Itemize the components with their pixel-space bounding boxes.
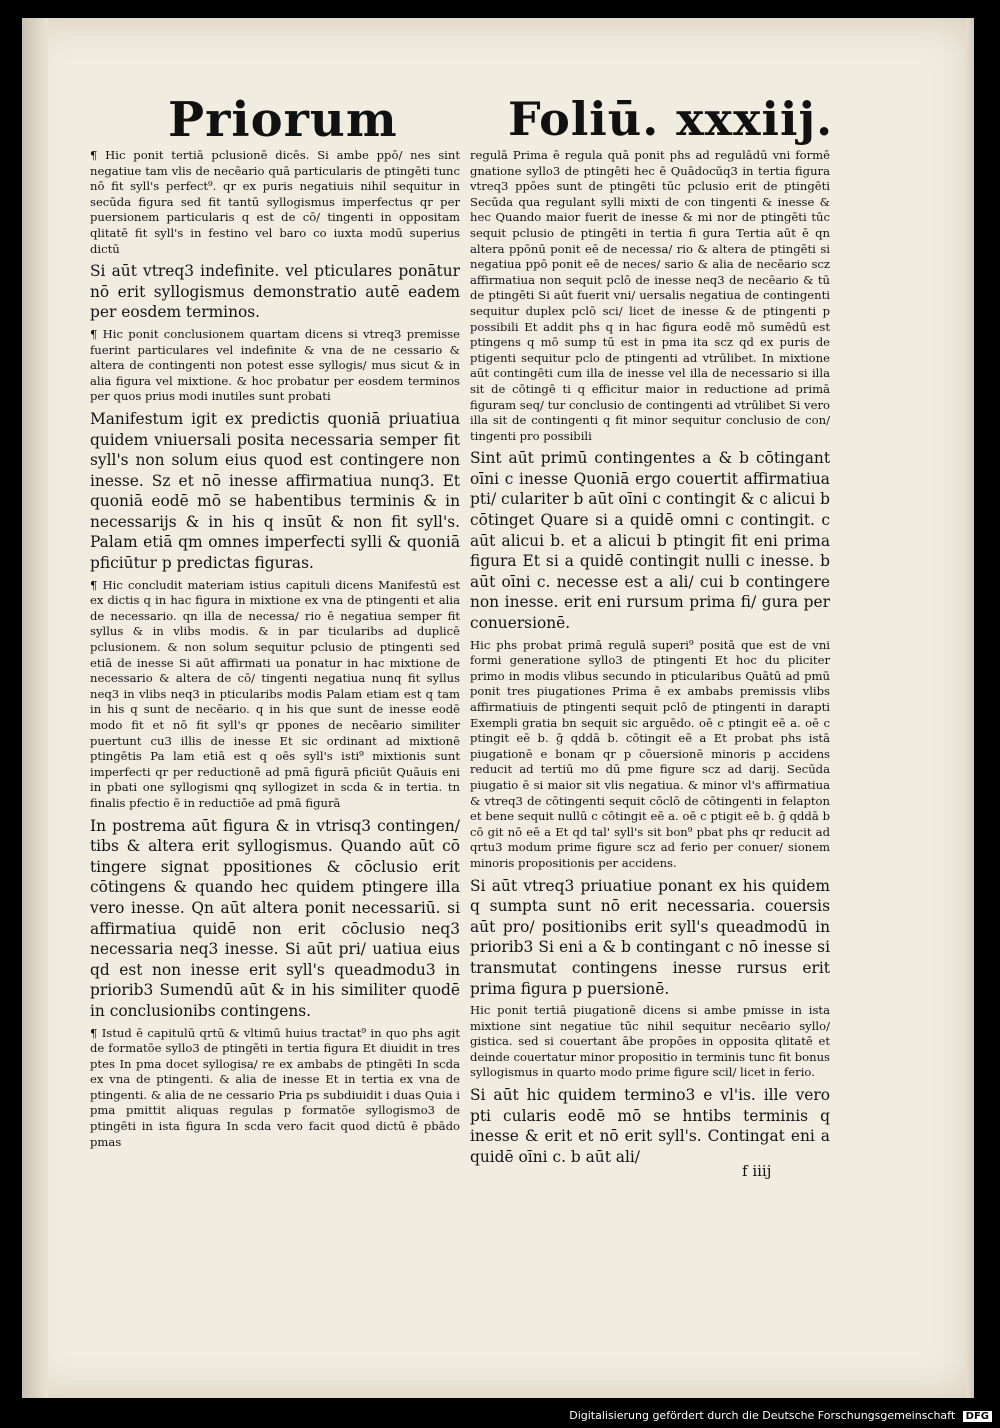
left-text-column	[90, 148, 460, 1154]
dfg-logo: DFG	[963, 1411, 992, 1422]
main-text-paragraph: Si aūt hic quidem termino3 e vl'is. ille vero pti cularis eodē mō se hntibs terminis q inesse & erit et nō erit syll's. Contingat eni a quidē oīni c. b aūt ali/	[470, 1086, 830, 1166]
commentary-paragraph: regulā Prima ē regula quā ponit phs ad regulādū vni formē gnatione syllo3 de ptingēti hec ē Quādocūq3 in tertia figura vtreq3 ppōes sunt de ptingēti tūc pclusio erit de ptingēti Secūda qua regulant sylli mixti de con tingenti & inesse & hec Quando maior fuerit de inesse & mi nor de ptingēti tūc sequit pclusio de ptingēti in tertia fi gura Tertia aūt ē qn altera ppōnū ponit eē de necessa/ rio & altera de ptingēti si negatiua ppō ponit eē de neces/ sario & alia de necēario scz affirmatiua non sequit pclō de inesse neq3 de necēario & tū de ptingēti Si aūt fuerit vni/ uersalis negatiua de contingenti sequitur duplex pclō sci/ licet de inesse & de ptingenti p possibili Et addit phs q in hac figura eodē mō sumēdū est ptingens q mō sump tū est in pma ita scz qd ex puris de ptigenti sequitur pclo de ptingenti ad vtrūlibet. In mixtione aūt contingēti cum illa de inesse vel illa de necessario si illa sit de cōtingē ti q efficitur maior in reductione ad primā figuram seq/ tur conclusio de contingenti ad vtrūlibet Si vero illa sit de contingenti q fit minor sequitur conclusio de con/ tingenti pro possibili	[470, 148, 830, 443]
footer-text: Digitalisierung gefördert durch die Deutsche Forschungsgemeinschaft	[569, 1409, 956, 1422]
running-head-right: Foliū. xxxiij.	[508, 92, 834, 146]
commentary-paragraph: ¶ Hic ponit tertiā pclusionē dicēs. Si ambe ppō/ nes sint negatiue tam vlis de necēario quā particularis de ptingēti tunc nō fit syll's perfect⁹. qr ex puris negatiuis nihil sequitur in secūda figura sed fit tantū syllogismus imperfectus qr per puersionem particularis q est de cō/ tingenti in oppositam qlitatē fit syll's in festino vel baro co iuxta modū superius dictū	[90, 148, 460, 256]
main-text-paragraph: Sint aūt primū contingentes a & b cōtingant oīni c inesse Quoniā ergo couertit affirmatiua pti/ culariter b aūt oīni c contingit & c alicui b cōtinget Quare si a quidē omni c contingit. c aūt alicui b. et a alicui b ptingit fit eni prima figura Et si a quidē contingit nulli c inesse. b aūt oīni c. necesse est a ali/ cui b contingere non inesse. erit eni rursum prima fi/ gura per conuersionē.	[470, 449, 830, 633]
commentary-paragraph: ¶ Hic concludit materiam istius capituli dicens Manifestū est ex dictis q in hac figura in mixtione ex vna de ptingenti et alia de necessario. qn illa de necessa/ rio ē negatiua semper fit syllus & in vlibs modis. & in par ticularibs ad duplicē pclusionem. & non solum sequitur pclusio de ptingenti sed etiā de inesse Si aūt affirmati ua ponatur in hac mixtione de necessario & altera de cō/ tingenti negatiua nunq fit syllus neq3 in vlibs neq3 in pticularibs modis Palam etiam est q tam in his q sunt de necēario. q in his que sunt de inesse eodē modo fit et nō fit syll's qr ppones de necēario similiter puertunt cu3 illis de inesse Et sic ordinant ad mixtionē ptingētis Pa lam etiā est q oēs syll's isti⁹ mixtionis sunt imperfecti qr per reductionē ad pmā figurā pficiūt Quāuis eni in pbati one syllogismi qnq syllogizet in scda & in tertia. tn finalis pfectio ē in reductiōe ad pmā figurā	[90, 577, 460, 810]
main-text-paragraph: Si aūt vtreq3 priuatiue ponant ex his quidem q sumpta sunt nō erit necessaria. couersis aūt pro/ positionibs erit syll's queadmodū in priorib3 Si eni a & b contingant c nō inesse si transmutat contingens inesse rursus erit prima figura p puersionē.	[470, 876, 830, 998]
commentary-paragraph: Hic ponit tertiā piugationē dicens si ambe pmisse in ista mixtione sint negatiue tūc nihil sequitur necēario syllo/ gistica. sed si couertant ābe propōes in opposita qlitatē et deinde couertatur minor propositio in terminis tunc fit bonus syllogismus in quarto modo prime figure scil/ licet in ferio.	[470, 1003, 830, 1080]
digitization-footer	[569, 1409, 992, 1422]
main-text-paragraph: Manifestum igit ex predictis quoniā priuatiua quidem vniuersali posita necessaria semper fit syll's non solum eius quod est contingere non inesse. Sz et nō inesse affirmatiua nunq3. Et quoniā eodē mō se habentibus terminis & in necessarijs & in his q insūt & non fit syll's. Palam etiā qm omnes imperfecti sylli & quoniā pficiūtur p predictas figuras.	[90, 409, 460, 573]
page-edge	[966, 18, 974, 1398]
commentary-paragraph: ¶ Hic ponit conclusionem quartam dicens si vtreq3 premisse fuerint particulares vel indefinite & vna de ne cessario & altera de contingenti non potest esse syllogis/ mus sicut & in alia figura vel mixtione. & hoc probatur per eosdem terminos per quos prius modi inutiles sunt probati	[90, 326, 460, 404]
page-gutter	[22, 18, 48, 1398]
signature-mark: f iiij	[742, 1162, 772, 1180]
commentary-paragraph: ¶ Istud ē capitulū qrtū & vltimū huius tractat⁹ in quo phs agit de formatōe syllo3 de ptingēti in tertia figura Et diuidit in tres ptes In pma docet syllogisa/ re ex ambabs de ptingēti In scda ex vna de ptingenti. & alia de inesse Et in tertia ex vna de ptingenti. & alia de ne cessario Pria ps subdiuidit i duas Quia i pma pmittit aliquas regulas p formatōe syllogismo3 de ptingēti in ista figura In scda vero facit quod dictū ē pbādo pmas	[90, 1025, 460, 1149]
right-text-column	[470, 148, 830, 1171]
commentary-paragraph: Hic phs probat primā regulā superi⁹ positā que est de vni formi generatione syllo3 de ptingenti Et hoc du pliciter primo in modis vlibus secundo in pticularibus Quātū ad pmū ponit tres piugationes Prima ē ex ambabs premissis vlibs affirmatiuis de ptingenti sequit pclō de ptingenti in darapti Exempli gratia bn sequit sic arguēdo. oē c ptingit eē a. oē c ptingit eē b. ḡ qddā b. cōtingit eē a Et probat phs istā piugationē e bonam qr p cōuersionē minoris p accidens reducit ad tertiū mo dū pme figure scz ad darij. Secūda piugatio ē si maior sit vlis negatiua. & minor vl's affirmatiua & vtreq3 de cōtingenti sequit cōclō de cōtingenti in felapton et bene sequit nullū c cōtingit eē a. oē c ptigit eē b. ḡ qddā b cō git nō eē a Et qd tal' syll's sit bon⁹ pbat phs qr reducit ad qrtu3 modum prime figure scz ad ferio per conuer/ sionem minoris propositionis per accidens.	[470, 637, 830, 870]
main-text-paragraph: Si aūt vtreq3 indefinite. vel pticulares ponātur nō erit syllogismus demonstratio autē eadem per eosdem terminos.	[90, 262, 460, 322]
running-head-left: Priorum	[168, 92, 398, 148]
main-text-paragraph: In postrema aūt figura & in vtrisq3 contingen/ tibs & altera erit syllogismus. Quando aūt cō tingere signat ppositiones & cōclusio erit cōtingens & quando hec quidem ptingere illa vero inesse. Qn aūt altera ponit necessariū. si affirmatiua quidē non erit cōclusio neq3 necessaria neq3 inesse. Si aūt pri/ uatiua eius qd est non inesse erit syll's queadmodu3 in priorib3 Sumendū aūt & in his similiter quodē in conclusionibs contingens.	[90, 816, 460, 1020]
